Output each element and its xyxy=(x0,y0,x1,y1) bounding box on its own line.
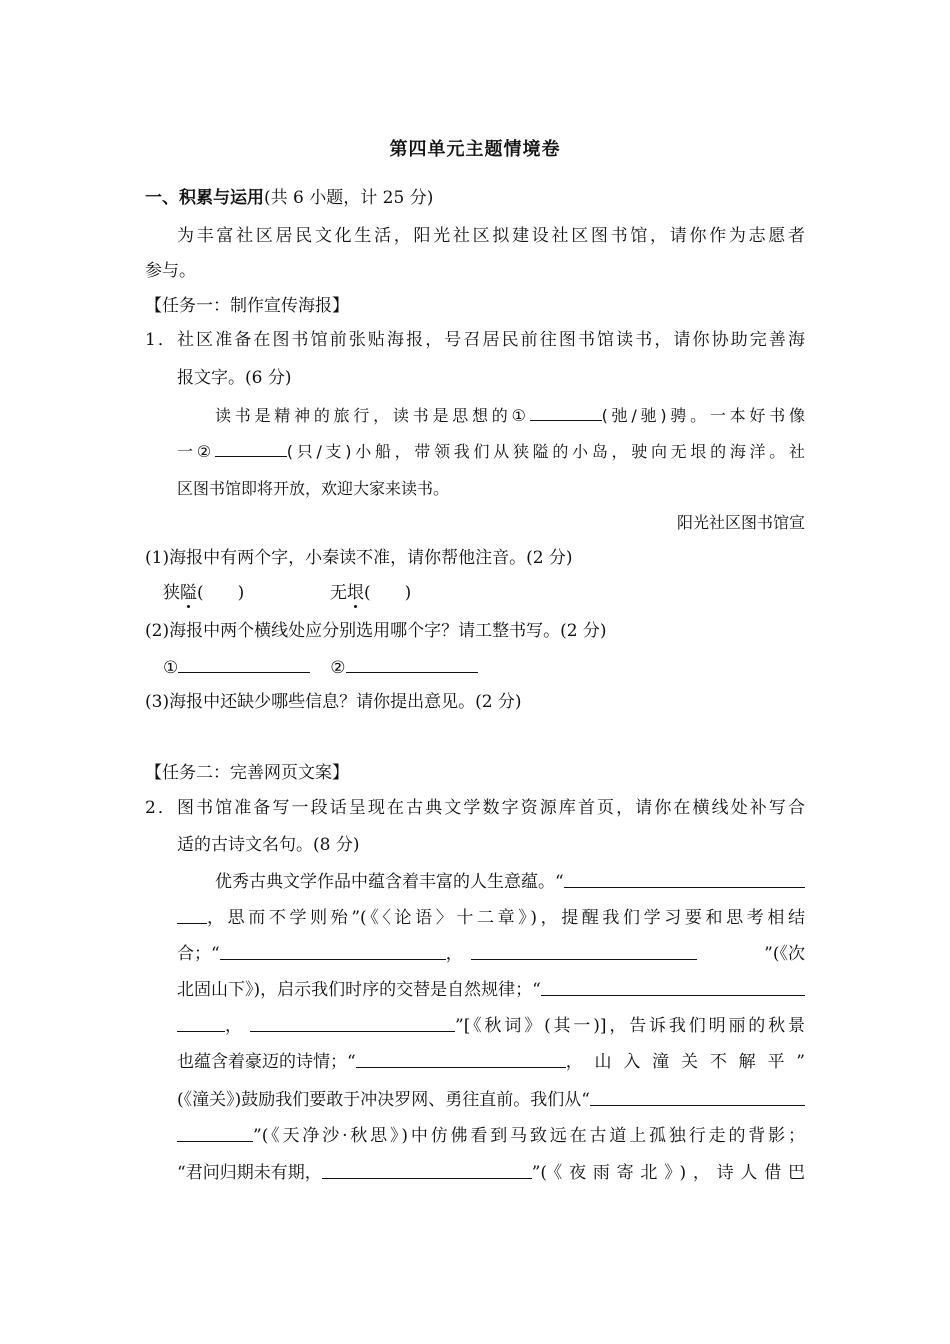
poem-blank-4b[interactable] xyxy=(177,1013,225,1032)
sub-question-2: (2)海报中两个横线处应分别选用哪个字？请工整书写。(2 分) xyxy=(145,621,607,641)
answer-blank-1[interactable] xyxy=(178,654,310,673)
answer-blanks-row xyxy=(163,654,478,680)
passage-line-5 xyxy=(177,1013,805,1039)
passage-line-1 xyxy=(215,869,805,895)
word2-char-a: 无 xyxy=(330,583,347,603)
poster-text-2b: (只/支)小船，带领我们从狭隘的小岛，驶向无垠的海洋。社 xyxy=(286,442,805,461)
poem-blank-8[interactable] xyxy=(322,1160,532,1179)
passage-line-6 xyxy=(177,1049,805,1075)
poster-blank-1[interactable] xyxy=(530,402,602,421)
section1-note: (共 6 小题，计 25 分) xyxy=(264,188,434,208)
passage-line-8 xyxy=(177,1123,805,1149)
poster-text-2a: 一② xyxy=(177,442,215,461)
word1-char-b: 隘 xyxy=(180,583,197,603)
poem-blank-4a[interactable] xyxy=(541,977,805,996)
blank1-label: ① xyxy=(163,658,179,678)
poster-line-1 xyxy=(215,402,805,428)
section1-heading: 一、积累与运用 xyxy=(145,188,264,208)
poster-signature: 阳光社区图书馆宣 xyxy=(676,513,805,532)
passage-line-7 xyxy=(177,1087,805,1113)
pinyin-answer-1[interactable]: ( ) xyxy=(197,583,245,603)
poem-blank-5[interactable] xyxy=(250,1013,455,1032)
passage-text-6a: 也蕴含着豪迈的诗情；“ xyxy=(177,1052,356,1072)
word1-char-a: 狭 xyxy=(163,583,180,603)
page-title: 第四单元主题情境卷 xyxy=(389,139,561,160)
pinyin-answer-2[interactable]: ( ) xyxy=(364,583,412,603)
poster-line-2 xyxy=(177,438,805,464)
section1-heading-line xyxy=(145,185,433,211)
task2-label: 【任务二：完善网页文案】 xyxy=(145,763,349,783)
passage-line-4 xyxy=(177,977,805,1003)
poem-blank-7b[interactable] xyxy=(177,1123,253,1142)
q1-line-1: 1．社区准备在图书馆前张贴海报，号召居民前往图书馆读书，请你协助完善海 xyxy=(145,330,805,350)
passage-line-2 xyxy=(177,905,805,931)
passage-text-9b: ”(《夜雨寄北》)，诗人借巴 xyxy=(531,1163,805,1183)
passage-text-9a: “君问归期未有期， xyxy=(177,1163,322,1183)
poem-blank-3[interactable] xyxy=(471,941,697,960)
passage-text-3b: ， xyxy=(445,944,463,964)
poster-text-1a: 读书是精神的旅行，读书是思想的① xyxy=(215,406,530,425)
q1-line-2: 报文字。(6 分) xyxy=(177,368,292,388)
poem-blank-1a[interactable] xyxy=(564,869,805,888)
passage-text-8: ”(《天净沙·秋思》)中仿佛看到马致远在古道上孤独行走的背影； xyxy=(253,1126,805,1146)
sub-question-3: (3)海报中还缺少哪些信息？请你提出意见。(2 分) xyxy=(145,692,522,712)
intro-line-2: 参与。 xyxy=(145,261,196,281)
passage-text-6b: ，山入潼关不解平” xyxy=(565,1052,805,1072)
passage-text-4: 北固山下》)，启示我们时序的交替是自然规律；“ xyxy=(177,980,541,1000)
passage-text-5a: ， xyxy=(225,1016,242,1036)
q2-line-1: 2．图书馆准备写一段话呈现在古典文学数字资源库首页，请你在横线处补写合 xyxy=(145,798,805,818)
pinyin-item-2 xyxy=(330,580,411,606)
poster-blank-2[interactable] xyxy=(215,438,287,457)
sub-question-1: (1)海报中有两个字，小秦读不准，请你帮他注音。(2 分) xyxy=(145,548,573,568)
passage-line-3 xyxy=(177,941,805,967)
task1-label: 【任务一：制作宣传海报】 xyxy=(145,296,349,316)
passage-text-1: 优秀古典文学作品中蕴含着丰富的人生意蕴。“ xyxy=(215,872,564,892)
passage-text-3a: 合；“ xyxy=(177,944,220,964)
word2-char-b: 垠 xyxy=(347,583,364,603)
passage-text-5b: ”[《秋词》(其一)]，告诉我们明丽的秋景 xyxy=(455,1016,805,1036)
passage-text-7: (《潼关》)鼓励我们要敢于冲决罗网、勇往直前。我们从“ xyxy=(177,1090,590,1110)
poster-text-1b: (弛/驰)骋。一本好书像 xyxy=(601,406,805,425)
answer-blank-2[interactable] xyxy=(346,654,478,673)
blank2-label: ② xyxy=(330,658,346,678)
poem-blank-2[interactable] xyxy=(220,941,446,960)
poem-blank-6[interactable] xyxy=(356,1049,566,1068)
pinyin-item-1 xyxy=(163,580,244,606)
passage-text-2: ，思而不学则殆”(《〈论语〉十二章》)，提醒我们学习要和思考相结 xyxy=(207,908,805,928)
poster-line-3: 区图书馆即将开放，欢迎大家来读书。 xyxy=(177,479,450,498)
passage-line-9 xyxy=(177,1160,805,1186)
passage-text-3c: ”(《次 xyxy=(764,944,805,964)
q2-line-2: 适的古诗文名句。(8 分) xyxy=(177,835,360,855)
poem-blank-1b[interactable] xyxy=(177,905,207,924)
intro-line-1: 为丰富社区居民文化生活，阳光社区拟建设社区图书馆，请你作为志愿者 xyxy=(177,226,805,246)
poem-blank-7a[interactable] xyxy=(590,1087,805,1106)
